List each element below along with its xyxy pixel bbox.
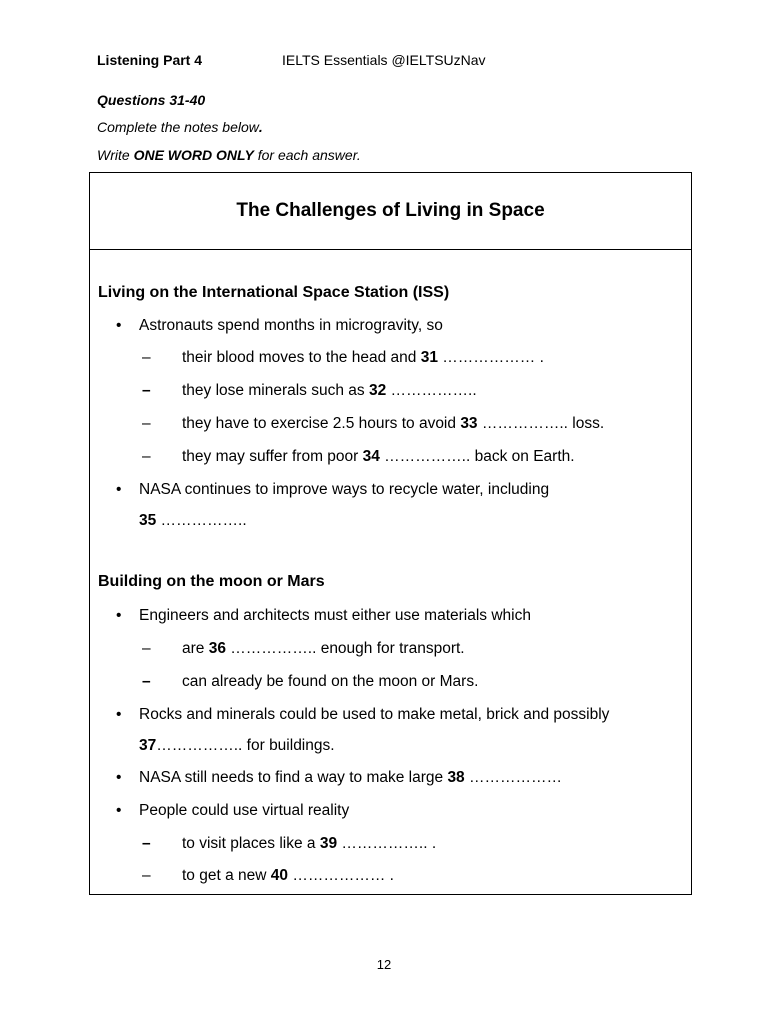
dash-item-39 (142, 835, 436, 853)
dash-item-31 (142, 349, 544, 367)
bullet-text: NASA continues to improve ways to recycle water, including (139, 481, 550, 498)
question-number: 31 (420, 349, 438, 366)
complete-text: Complete the notes below (97, 119, 259, 135)
item-text: their blood moves to the head and (182, 349, 421, 366)
answer-blank: …………….. for buildings. (156, 737, 335, 754)
answer-blank: ……………… . (437, 349, 544, 366)
dash-item-34 (142, 448, 575, 466)
question-number: 39 (319, 835, 338, 852)
bullet-text: Astronauts spend months in microgravity, so (139, 317, 443, 334)
item-text: are (182, 640, 209, 657)
bullet-item (116, 802, 349, 820)
question-number: 33 (460, 415, 478, 432)
dash-item-33 (142, 415, 604, 433)
dash-icon: – (142, 673, 151, 690)
notes-box (89, 172, 692, 895)
continuation-37 (139, 737, 335, 755)
complete-instruction (97, 119, 263, 135)
answer-blank: …………….. enough for transport. (225, 640, 465, 657)
item-text: they have to exercise 2.5 hours to avoid (182, 415, 461, 432)
dash-icon: – (142, 415, 151, 432)
continuation-35 (139, 512, 247, 530)
question-number: 40 (270, 867, 289, 884)
item-text: they may suffer from poor (182, 448, 363, 465)
bullet-text: Rocks and minerals could be used to make metal, brick and possibly (139, 706, 610, 723)
complete-period: . (258, 119, 263, 135)
page-number: 12 (376, 957, 392, 972)
bullet-icon: • (116, 481, 122, 498)
bullet-text: People could use virtual reality (139, 802, 350, 819)
item-text: they lose minerals such as (182, 382, 369, 399)
dash-icon: – (142, 382, 151, 399)
section-heading-moon-mars: Building on the moon or Mars (98, 573, 325, 590)
dash-item-36 (142, 640, 465, 658)
dash-item-40 (142, 867, 394, 885)
answer-blank: …………….. loss. (477, 415, 605, 432)
bullet-text: Engineers and architects must either use materials which (139, 607, 531, 624)
item-text: can already be found on the moon or Mars. (182, 673, 479, 690)
questions-range: Questions 31-40 (97, 92, 206, 108)
answer-blank: …………….. (156, 512, 247, 529)
dash-icon: – (142, 867, 151, 884)
answer-blank: ……………… (464, 769, 562, 786)
brand-label: IELTS Essentials @IELTSUzNav (282, 52, 486, 68)
answer-blank: …………….. back on Earth. (379, 448, 575, 465)
dash-icon: – (142, 448, 151, 465)
item-text: to get a new (182, 867, 271, 884)
bullet-icon: • (116, 706, 122, 723)
notes-title-cell (90, 173, 691, 250)
question-number: 37 (139, 737, 157, 754)
item-text: to visit places like a (182, 835, 320, 852)
bullet-text: NASA still needs to find a way to make large (139, 769, 448, 786)
question-number: 35 (139, 512, 157, 529)
section-heading-iss: Living on the International Space Station (ISS) (98, 284, 450, 301)
listening-part-label: Listening Part 4 (97, 52, 203, 68)
dash-item-32 (142, 382, 477, 400)
write-pre: Write (97, 147, 134, 163)
question-number: 36 (208, 640, 226, 657)
word-limit-instruction (97, 147, 361, 163)
dash-icon: – (142, 835, 151, 852)
bullet-icon: • (116, 802, 122, 819)
answer-blank: …………….. (386, 382, 477, 399)
dash-icon: – (142, 640, 151, 657)
notes-title: The Challenges of Living in Space (236, 200, 545, 221)
bullet-item (116, 481, 549, 499)
bullet-icon: • (116, 607, 122, 624)
bullet-icon: • (116, 317, 122, 334)
bullet-item (116, 706, 609, 724)
question-number: 34 (362, 448, 380, 465)
answer-blank: …………….. . (337, 835, 437, 852)
dash-icon: – (142, 349, 151, 366)
bullet-item-38 (116, 769, 562, 787)
bullet-icon: • (116, 769, 122, 786)
bullet-item (116, 607, 531, 625)
question-number: 38 (447, 769, 465, 786)
word-limit-bold: ONE WORD ONLY (133, 147, 254, 163)
write-post: for each answer. (253, 147, 361, 163)
bullet-item (116, 317, 443, 335)
answer-blank: ……………… . (288, 867, 394, 884)
question-number: 32 (368, 382, 387, 399)
dash-item (142, 673, 478, 691)
